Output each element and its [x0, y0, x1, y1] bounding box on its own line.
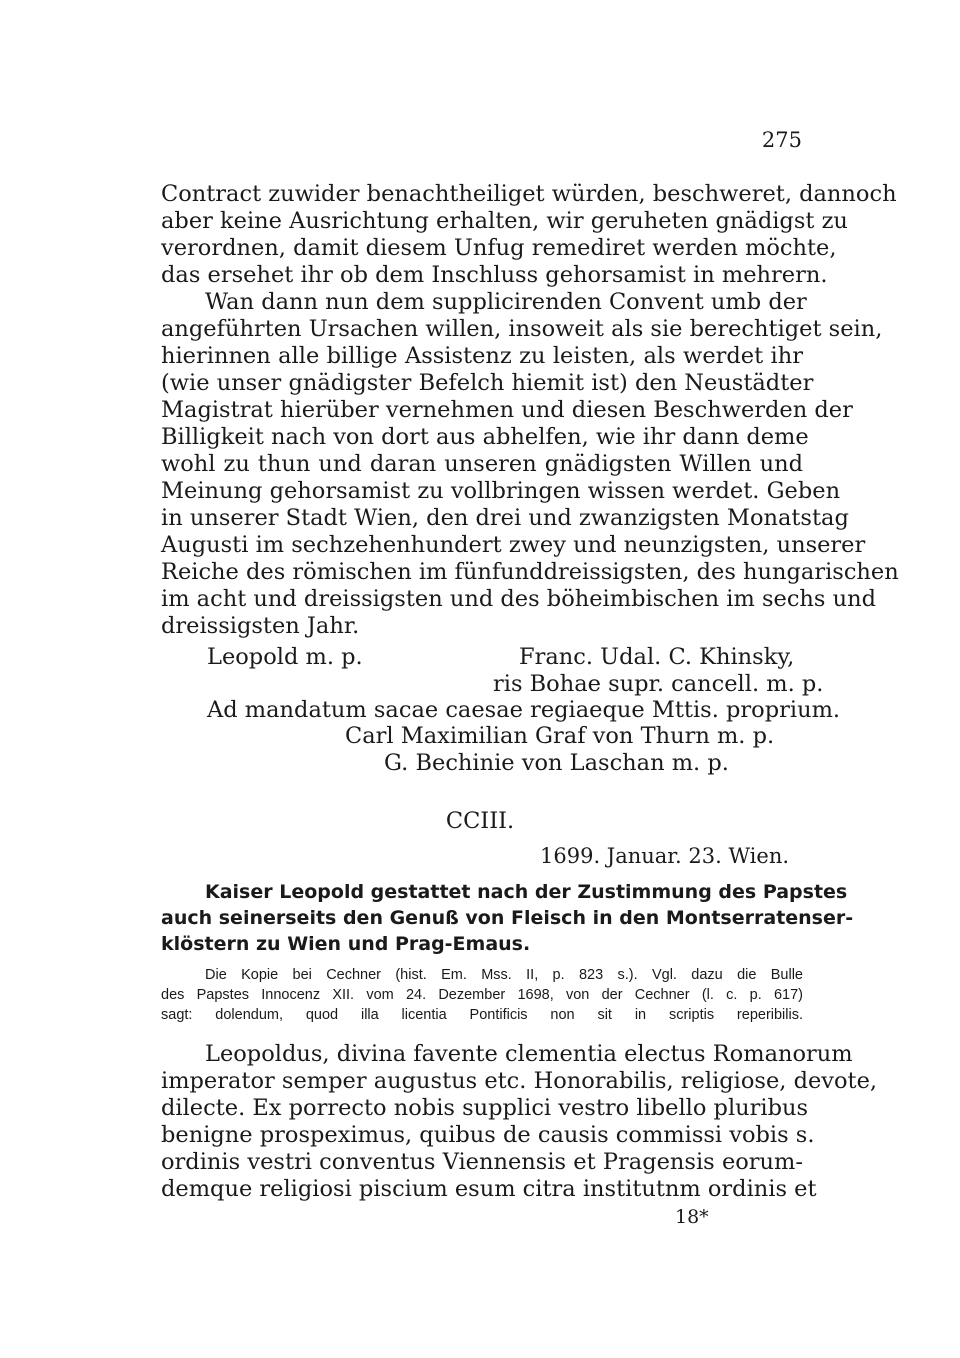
document-heading — [161, 879, 854, 957]
text-line: in unserer Stadt Wien, den drei und zwanzigsten Monatstag — [161, 505, 849, 531]
text-line: (wie unser gnädigster Befelch hiemit ist) den Neustädter — [161, 370, 814, 396]
text-line: aber keine Ausrichtung erhalten, wir geruheten gnädigst zu — [161, 208, 848, 234]
heading-line: klöstern zu Wien und Prag-Emaus. — [161, 933, 531, 955]
text-line: Reiche des römischen im fünfunddreissigsten, des hungarischen — [161, 559, 899, 585]
paragraph-1 — [161, 181, 897, 289]
text-line: Meinung gehorsamist zu vollbringen wissen werdet. Geben — [161, 478, 841, 504]
signature-thurn: Carl Maximilian Graf von Thurn m. p. — [345, 723, 775, 749]
text-line: angeführten Ursachen willen, insoweit als sie berechtiget sein, — [161, 316, 883, 342]
note-line: sagt: dolendum, quod illa licentia Pontificis non sit in scriptis reperibilis. — [161, 1007, 803, 1023]
note-line: des Papstes Innocenz XII. vom 24. Dezember 1698, von der Cechner (l. c. p. 617) — [161, 987, 803, 1003]
signature-bechinie: G. Bechinie von Laschan m. p. — [384, 750, 729, 776]
text-line: dilecte. Ex porrecto nobis supplici vestro libello pluribus — [161, 1095, 809, 1121]
page-number: 275 — [761, 128, 802, 152]
document-number: CCIII. — [445, 808, 515, 834]
text-line: Leopoldus, divina favente clementia electus Romanorum — [205, 1041, 853, 1067]
text-line: im acht und dreissigsten und des böheimbischen im sechs und — [161, 586, 876, 612]
paragraph-2 — [161, 289, 899, 640]
text-line: hierinnen alle billige Assistenz zu leisten, als werdet ihr — [161, 343, 803, 369]
text-line: Wan dann nun dem supplicirenden Convent umb der — [205, 289, 807, 315]
paragraph-3 — [161, 1041, 878, 1203]
source-note — [161, 965, 803, 1025]
heading-line: auch seinerseits den Genuß von Fleisch in den Montserratenser- — [161, 907, 854, 929]
text-line: wohl zu thun und daran unseren gnädigsten Willen und — [161, 451, 803, 477]
text-line: dreissigsten Jahr. — [161, 613, 360, 639]
note-line: Die Kopie bei Cechner (hist. Em. Mss. II, p. 823 s.). Vgl. dazu die Bulle — [205, 967, 803, 983]
signature-mark: 18* — [675, 1206, 709, 1228]
text-line: ordinis vestri conventus Viennensis et Pragensis eorum- — [161, 1149, 803, 1175]
heading-line: Kaiser Leopold gestattet nach der Zustimmung des Papstes — [205, 881, 848, 903]
signature-leopold: Leopold m. p. — [207, 644, 363, 670]
signature-khinsky-title: ris Bohae supr. cancell. m. p. — [493, 671, 824, 697]
text-line: das ersehet ihr ob dem Inschluss gehorsamist in mehrern. — [161, 262, 828, 288]
text-line: demque religiosi piscium esum citra institutnm ordinis et — [161, 1176, 817, 1202]
signature-khinsky: Franc. Udal. C. Khinsky, — [519, 644, 795, 670]
text-line: imperator semper augustus etc. Honorabilis, religiose, devote, — [161, 1068, 878, 1094]
text-line: Augusti im sechzehenhundert zwey und neunzigsten, unserer — [161, 532, 866, 558]
text-line: Billigkeit nach von dort aus abhelfen, wie ihr dann deme — [161, 424, 809, 450]
text-line: verordnen, damit diesem Unfug remediret werden möchte, — [161, 235, 837, 261]
mandatum-line: Ad mandatum sacae caesae regiaeque Mttis. proprium. — [207, 697, 841, 723]
text-line: benigne prospeximus, quibus de causis commissi vobis s. — [161, 1122, 815, 1148]
text-line: Contract zuwider benachtheiliget würden, beschweret, dannoch — [161, 181, 897, 207]
text-line: Magistrat hierüber vernehmen und diesen Beschwerden der — [161, 397, 853, 423]
date-line: 1699. Januar. 23. Wien. — [540, 844, 790, 868]
